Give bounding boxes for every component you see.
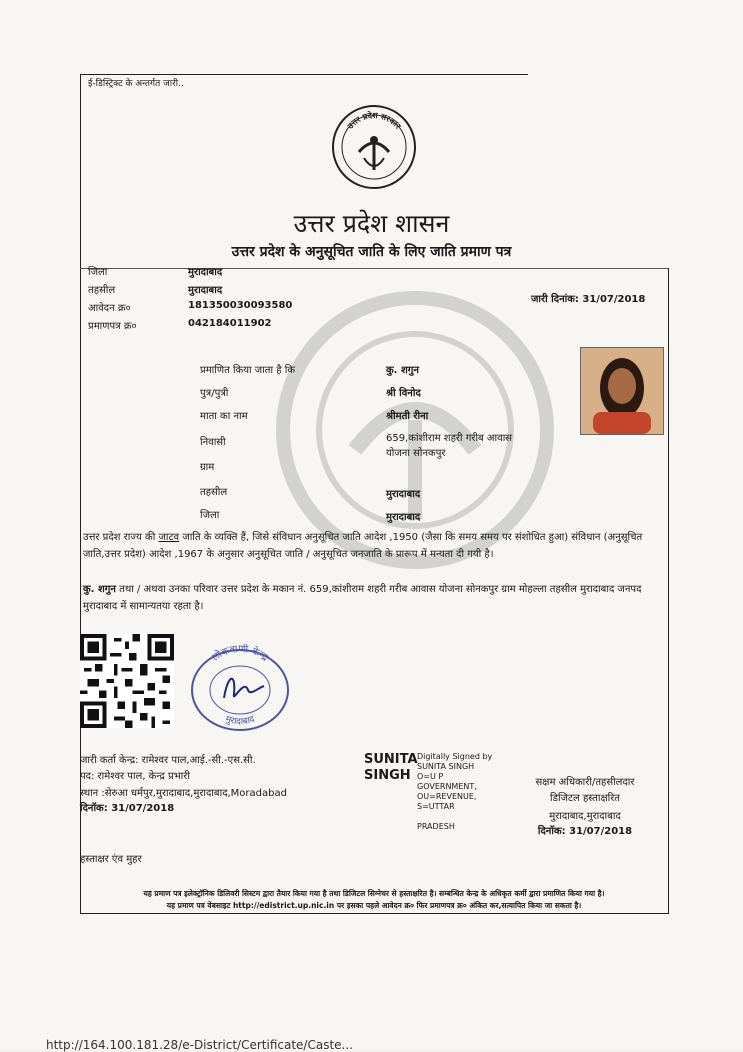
certify-label: प्रमाणित किया जाता है कि [200, 365, 296, 376]
signature-and-seal-label: हस्ताक्षर एंव मुहर [80, 854, 142, 865]
issue-date: जारी दिनांक: 31/07/2018 [531, 294, 646, 305]
svg-text:लोकवाणी केन्द्र [210, 644, 270, 664]
page-url: http://164.100.181.28/e-District/Certificate/Caste... [46, 1038, 353, 1052]
village-label: ग्राम [200, 462, 215, 473]
caste-statement: उत्तर प्रदेश राज्य की जाटव जाति के व्यक्ति हैं, जिसे संविधान अनुसूचित जाति आदेश ,1950 (जैसा कि समय समय पर संशोधित हुआ) संविधान (अनुसूचित जाति,उत्तर प्रदेश) आदेश ,1967 के अनुसार अनुसूचित जाति / अनुसूचित जनजाति के प्रारूप में मन्यता दी गयी है। [83, 532, 643, 560]
certificate-no-value: 042184011902 [188, 318, 272, 329]
residence-statement: कु. शगुन तथा / अथवा उनका परिवार उत्तर प्रदेश के मकान नं. 659,कांशीराम शहरी गरीब आवास योजना सोनकपुर ग्राम मोहल्ला तहसील मुरादाबाद जनपद मुरादाबाद में सामान्यतया रहता है। [83, 584, 642, 612]
caste-name: जाटव [158, 532, 180, 543]
frame-line [80, 74, 528, 75]
tehsil-label: तहसील [200, 487, 228, 498]
digitally-signed-label: डिजिटल हस्ताक्षरित [550, 793, 620, 804]
address-line-2: योजना सोनकपुर [386, 448, 446, 459]
certificate-subtitle: उत्तर प्रदेश के अनुसूचित जाति के लिए जाति प्रमाण पत्र [231, 244, 512, 260]
district-label: जिला [200, 510, 220, 521]
footer-note-1: यह प्रमाण पत्र इलेक्ट्रॉनिक डिलिवरी सिस्टम द्वारा तैयार किया गया है तथा डिजिटल सिग्नेचर से हस्ताक्षरित है। सम्बन्धित केन्द्र के अधिकृत कर्मी द्वारा प्रमाणित किया गया है। [143, 889, 605, 898]
qr-code [80, 634, 174, 728]
address-line-1: 659,कांशीराम शहरी गरीब आवास [386, 433, 513, 444]
issue-place: स्थान :सेरुआ धर्मपुर,मुरादाबाद,मुरादाबाद,Moradabad [80, 788, 287, 799]
issuing-center: जारी कर्ता केन्द्र: रामेश्वर पाल,आई.-सी.-एस.सी. [80, 755, 256, 766]
svg-text:उत्तर प्रदेश सरकार [345, 110, 403, 132]
seal-bottom-text: मुरादाबाद [223, 714, 257, 728]
application-no-value: 181350030093580 [188, 300, 293, 311]
district-value: मुरादाबाद [188, 267, 223, 278]
digital-signature-details: Digitally Signed by SUNITA SINGH O=U P GOVERNMENT, OU=REVENUE, S=UTTAR PRADESH [417, 752, 493, 831]
mother-name: श्रीमती रीना [386, 411, 429, 422]
resident-label: निवासी [200, 437, 226, 448]
issued-under-note: ई-डिस्ट्रिक्ट के अन्तर्गत जारी.. [88, 79, 184, 89]
applicant-photo [580, 347, 664, 435]
tehsil-value: मुरादाबाद [386, 489, 421, 500]
application-no-label: आवेदन क्र० [88, 303, 131, 314]
certificate-no-label: प्रमाणपत्र क्र० [88, 321, 137, 332]
competent-authority: सक्षम अधिकारी/तहसीलदार [535, 777, 635, 788]
frame-line [668, 268, 669, 914]
frame-line [80, 913, 668, 914]
mother-label: माता का नाम [200, 411, 248, 422]
father-name: श्री विनोद [386, 388, 421, 399]
up-government-emblem [331, 104, 417, 190]
footer-note-2: यह प्रमाण पत्र वेबसाइट http://edistrict.up.nic.in पर इसका पहले आवेदन क्र० फिर प्रमाणपत्र क्र० अंकित कर,सत्यापित किया जा सकता है। [166, 901, 582, 910]
district-value: मुरादाबाद [386, 512, 421, 523]
issuer-date: दिनॉक: 31/07/2018 [80, 803, 175, 814]
applicant-name: कु. शगुन [386, 365, 419, 376]
tehsil-label: तहसील [88, 285, 116, 296]
parent-label: पुत्र/पुत्री [200, 388, 229, 399]
issuer-post: पद: रामेश्वर पाल, केन्द्र प्रभारी [80, 771, 190, 782]
applicant-name-inline: कु. शगुन [83, 584, 116, 595]
digital-signer-name: SUNITA SINGH [364, 752, 418, 783]
district-label: जिला [88, 267, 108, 278]
page-title: उत्तर प्रदेश शासन [293, 209, 450, 238]
authority-date: दिनॉक: 31/07/2018 [537, 826, 633, 837]
authority-location: मुरादाबाद,मुरादाबाद [549, 811, 621, 822]
center-seal-stamp [188, 644, 292, 732]
svg-text:मुरादाबाद [224, 714, 256, 727]
emblem-text: उत्तर प्रदेश सरकार [345, 110, 403, 131]
tehsil-value: मुरादाबाद [188, 285, 223, 296]
seal-top-text: लोकवाणी केन्द्र [210, 644, 270, 664]
divider [80, 268, 668, 269]
